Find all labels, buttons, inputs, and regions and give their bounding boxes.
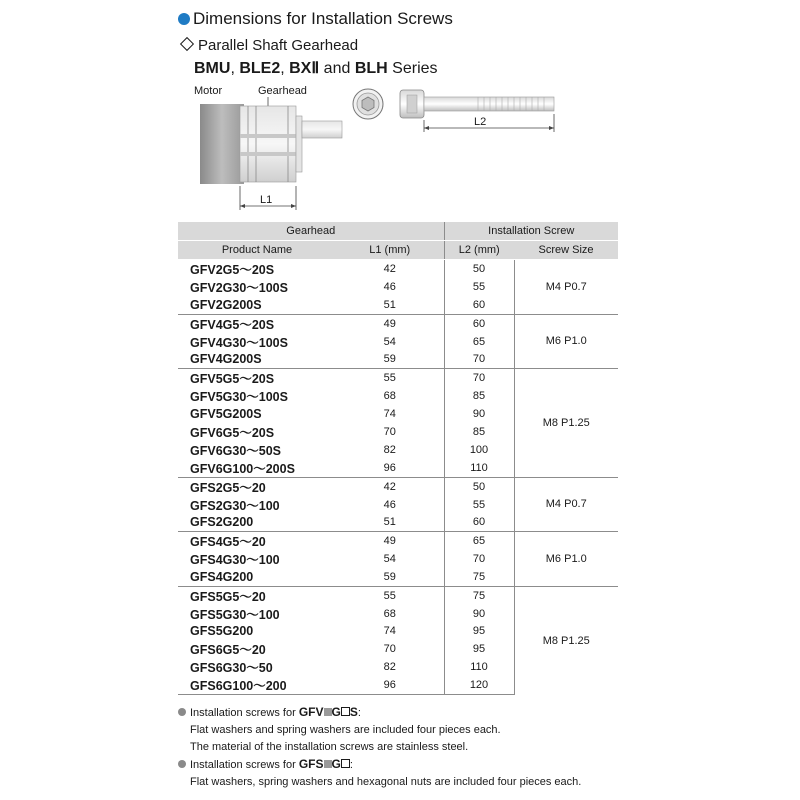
- filled-box-icon: [324, 708, 332, 716]
- l1-value: 96: [383, 461, 396, 474]
- note-gfs-heading: [178, 756, 581, 774]
- l2-value: 100: [444, 441, 514, 459]
- series-ble2: BLE2: [239, 60, 281, 77]
- l2-value: 85: [444, 423, 514, 441]
- note-code: S: [349, 705, 358, 719]
- section-title: [178, 9, 453, 29]
- l2-value: 85: [444, 387, 514, 405]
- note-prefix: Installation screws for: [190, 707, 299, 719]
- gearhead-group-header: Gearhead: [178, 222, 444, 241]
- product-name: GFV5G5～20S: [178, 369, 336, 388]
- l1-value: 51: [383, 516, 396, 529]
- l1-value: 70: [383, 425, 396, 438]
- product-name: GFV6G5～20S: [190, 425, 275, 440]
- l2-value: 50: [444, 260, 514, 279]
- diamond-icon: [180, 37, 194, 51]
- l2-value: 65: [444, 333, 514, 351]
- l1-value: 68: [383, 390, 396, 402]
- screw-size: M6 P1.0: [514, 314, 618, 369]
- l2-value: 110: [444, 459, 514, 478]
- product-name: GFS6G30～50: [190, 661, 273, 675]
- note-line: The material of the installation screws are stainless steel.: [190, 741, 469, 753]
- l1-value: 68: [383, 607, 396, 620]
- l1-value: 54: [383, 335, 396, 348]
- product-name: GFS4G200: [190, 569, 254, 584]
- l1-value: 51: [383, 298, 396, 311]
- installation-screw-table: [178, 222, 618, 695]
- product-name: GFV2G30～100S: [190, 281, 288, 295]
- product-name: GFS4G30～100: [190, 553, 280, 567]
- note-code: G: [331, 705, 341, 719]
- motor-body: [200, 104, 244, 184]
- notes: [178, 704, 581, 791]
- l1-value: 55: [336, 369, 444, 388]
- l2-value: 70: [444, 351, 514, 369]
- series-separator: and: [319, 60, 355, 77]
- series-bmu: BMU: [194, 60, 231, 77]
- l2-value: 55: [444, 496, 514, 514]
- screw-size: M4 P0.7: [514, 260, 618, 315]
- l2-value: 110: [444, 658, 514, 676]
- series-blh: BLH: [354, 60, 388, 77]
- product-name: GFS5G5～20: [178, 586, 336, 605]
- product-name: GFS2G200: [190, 515, 254, 530]
- l2-value: 70: [444, 369, 514, 388]
- gearhead-screw-drawing: [178, 82, 578, 214]
- l1-dimension-label: L1: [260, 194, 273, 206]
- output-shaft: [302, 121, 342, 138]
- section-title-text: Dimensions for Installation Screws: [193, 9, 453, 28]
- l2-dimension-label: L2: [474, 116, 487, 128]
- l1-value: 82: [383, 661, 396, 673]
- empty-box-icon: [341, 759, 350, 768]
- product-name: GFV5G200S: [190, 406, 262, 421]
- l1-value: 82: [383, 443, 396, 456]
- l2-value: 70: [444, 550, 514, 568]
- l2-value: 75: [444, 568, 514, 586]
- l2-value: 50: [444, 477, 514, 496]
- l2-value: 75: [444, 586, 514, 605]
- l1-value: 46: [383, 498, 396, 511]
- note-suffix: :: [349, 759, 353, 771]
- product-name-header: Product Name: [178, 241, 336, 260]
- note-code: GFV: [298, 705, 324, 719]
- table-row: [178, 260, 618, 279]
- series-suffix: Series: [387, 60, 438, 77]
- empty-box-icon: [341, 707, 350, 716]
- product-name: GFS6G5～20: [190, 643, 266, 657]
- table-row: [178, 477, 618, 496]
- blue-bullet-icon: [178, 13, 190, 25]
- product-name: GFS5G30～100: [190, 607, 280, 622]
- note-code: G: [331, 757, 341, 771]
- gray-bullet-icon: [178, 708, 186, 716]
- l2-value: 90: [444, 605, 514, 623]
- product-name: GFS4G5～20: [178, 532, 336, 551]
- note-code: GFS: [298, 757, 324, 771]
- l1-value: 49: [336, 532, 444, 551]
- note-prefix: Installation screws for: [190, 759, 299, 771]
- product-name: GFV4G5～20S: [178, 314, 336, 333]
- l2-value: 65: [444, 532, 514, 551]
- product-name: GFV6G30～50S: [190, 443, 282, 458]
- note-gfv-heading: [178, 704, 581, 722]
- l1-value: 74: [383, 625, 396, 638]
- gearhead-label: Gearhead: [258, 85, 307, 97]
- product-name: GFV2G5～20S: [178, 260, 336, 279]
- l2-value: 90: [444, 405, 514, 423]
- l1-value: 59: [383, 570, 396, 583]
- series-separator: ,: [280, 60, 290, 77]
- l2-value: 55: [444, 278, 514, 296]
- l1-value: 49: [336, 314, 444, 333]
- product-name: GFS5G200: [190, 624, 254, 639]
- screw-shank: [424, 97, 554, 111]
- l1-value: 42: [336, 260, 444, 279]
- screw-size: M8 P1.25: [514, 586, 618, 695]
- note-line: Flat washers, spring washers and hexagonal nuts are included four pieces each.: [190, 776, 582, 788]
- series-bx2: BXⅡ: [289, 60, 320, 77]
- product-name: GFS6G100～200: [178, 676, 336, 695]
- product-name: GFV5G30～100S: [190, 390, 288, 404]
- l1-value: 55: [336, 586, 444, 605]
- l1-value: 74: [383, 407, 396, 420]
- l2-value: 60: [444, 514, 514, 532]
- note-line: Flat washers and spring washers are included four pieces each.: [190, 724, 501, 736]
- product-name: GFV4G200S: [190, 352, 262, 367]
- screw-size-header: Screw Size: [514, 241, 618, 260]
- subtitle: [178, 37, 358, 55]
- filled-box-icon: [324, 760, 332, 768]
- l1-value: 42: [336, 477, 444, 496]
- motor-label: Motor: [194, 85, 223, 97]
- subtitle-text: Parallel Shaft Gearhead: [198, 37, 359, 54]
- series-heading: [194, 59, 438, 79]
- table-row: [178, 532, 618, 551]
- screw-size: M6 P1.0: [514, 532, 618, 587]
- l2-value: 95: [444, 640, 514, 658]
- l1-header: L1 (mm): [336, 241, 444, 260]
- table-row: [178, 369, 618, 388]
- product-name: GFV6G100～200S: [190, 461, 295, 476]
- l1-value: 59: [383, 353, 396, 366]
- note-suffix: :: [357, 707, 361, 719]
- l1-value: 96: [336, 676, 444, 695]
- screw-size: M4 P0.7: [514, 477, 618, 532]
- l2-value: 95: [444, 623, 514, 641]
- screw-size: M8 P1.25: [514, 369, 618, 478]
- l2-header: L2 (mm): [444, 241, 514, 260]
- product-name: GFS2G5～20: [178, 477, 336, 496]
- l1-value: 70: [383, 643, 396, 655]
- series-separator: ,: [230, 60, 240, 77]
- gray-bullet-icon: [178, 760, 186, 768]
- l2-value: 120: [444, 676, 514, 695]
- table-row: [178, 586, 618, 605]
- product-name: GFS2G30～100: [190, 498, 280, 513]
- table-row: [178, 314, 618, 333]
- l1-value: 46: [383, 281, 396, 293]
- product-name: GFV4G30～100S: [190, 335, 288, 350]
- l2-value: 60: [444, 296, 514, 314]
- l1-value: 54: [383, 553, 396, 565]
- product-name: GFV2G200S: [190, 297, 262, 312]
- l2-value: 60: [444, 314, 514, 333]
- screw-group-header: Installation Screw: [444, 222, 618, 241]
